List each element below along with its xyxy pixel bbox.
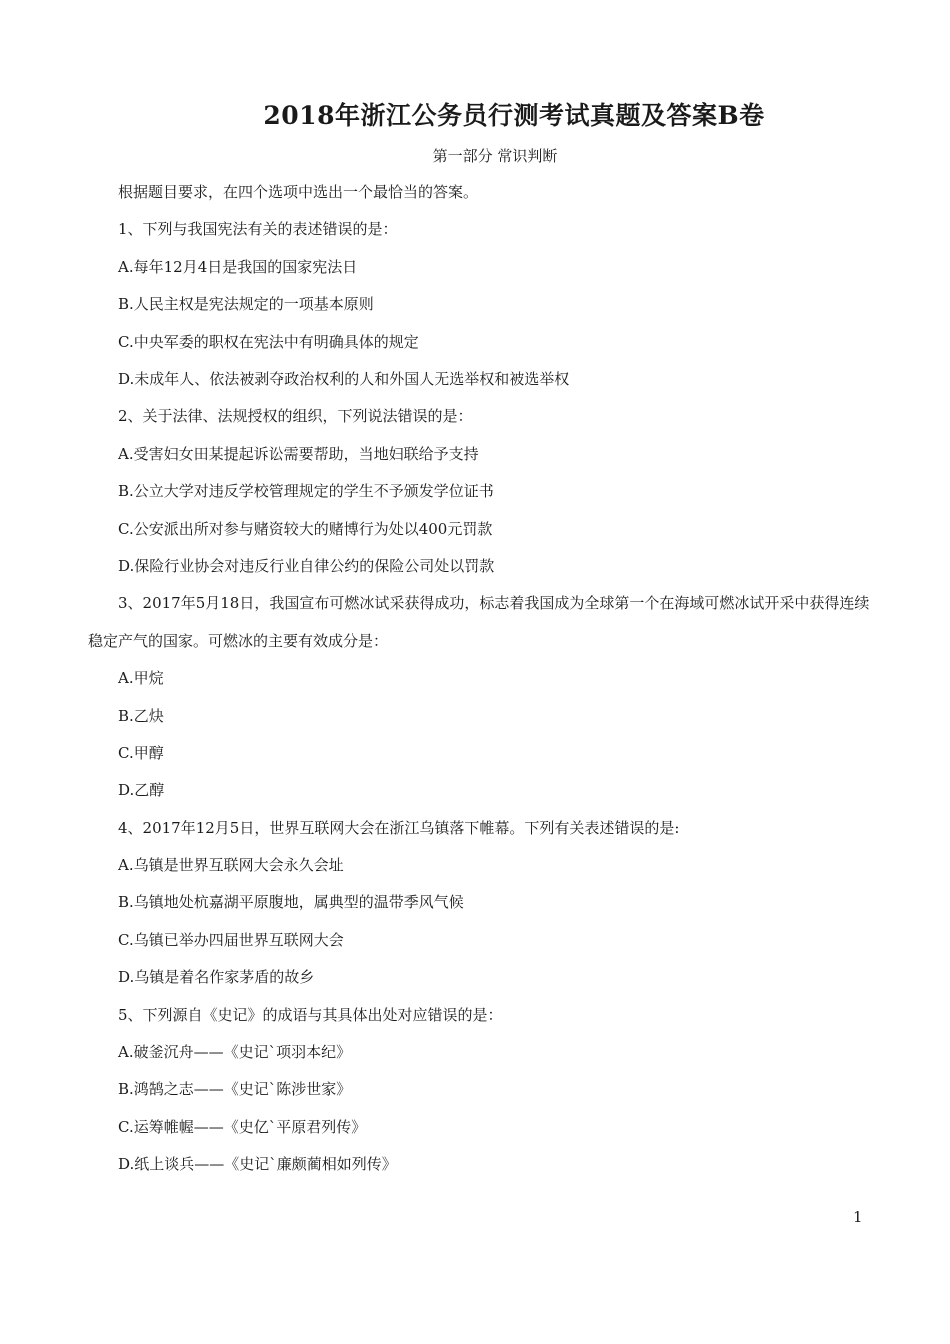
question-3-option-b: B.乙炔 <box>118 706 164 725</box>
question-5-option-b: B.鸿鹄之志——《史记`陈涉世家》 <box>118 1080 352 1099</box>
question-4-stem: 4、2017年12月5日，世界互联网大会在浙江乌镇落下帷幕。下列有关表述错误的是: <box>118 818 680 837</box>
question-1-option-d: D.未成年人、依法被剥夺政治权利的人和外国人无选举权和被选举权 <box>118 369 570 388</box>
question-5-option-d: D.纸上谈兵——《史记`廉颇蔺相如列传》 <box>118 1155 397 1174</box>
question-4-option-d: D.乌镇是着名作家茅盾的故乡 <box>118 968 315 987</box>
question-1-option-c: C.中央军委的职权在宪法中有明确具体的规定 <box>118 332 419 351</box>
instruction-text: 根据题目要求，在四个选项中选出一个最恰当的答案。 <box>118 183 479 201</box>
question-2-option-a: A.受害妇女田某提起诉讼需要帮助，当地妇联给予支持 <box>118 444 479 463</box>
document-body <box>88 181 878 1191</box>
document-title: 2018年浙江公务员行测考试真题及答案B卷 <box>263 101 765 130</box>
question-4-option-a: A.乌镇是世界互联网大会永久会址 <box>118 856 344 875</box>
question-3-option-c: C.甲醇 <box>118 743 164 762</box>
question-2-option-b: B.公立大学对违反学校管理规定的学生不予颁发学位证书 <box>118 482 494 501</box>
question-5-stem: 5、下列源自《史记》的成语与其具体出处对应错误的是： <box>118 1005 503 1024</box>
question-5-option-c: C.运筹帷幄——《史亿`平原君列传》 <box>118 1117 367 1136</box>
question-1-stem: 1、下列与我国宪法有关的表述错误的是： <box>118 220 398 239</box>
question-1-option-a: A.每年12月4日是我国的国家宪法日 <box>118 257 358 276</box>
question-5-option-a: A.破釜沉舟——《史记`项羽本纪》 <box>118 1043 352 1062</box>
question-3-stem: 3、2017年5月18日，我国宣布可燃冰试采获得成功，标志着我国成为全球第一个在海域可燃冰试开采中获得连续稳定产气的国家。可燃冰的主要有效成分是： <box>88 594 870 650</box>
question-4-option-c: C.乌镇已举办四届世界互联网大会 <box>118 930 344 949</box>
question-4-option-b: B.乌镇地处杭嘉湖平原腹地，属典型的温带季风气候 <box>118 893 464 912</box>
question-3-option-a: A.甲烷 <box>118 669 164 688</box>
section-heading: 第一部分 常识判断 <box>432 147 558 165</box>
question-2-option-d: D.保险行业协会对违反行业自律公约的保险公司处以罚款 <box>118 556 495 575</box>
page-number: 1 <box>853 1208 863 1226</box>
question-1-option-b: B.人民主权是宪法规定的一项基本原则 <box>118 295 374 314</box>
question-3-option-d: D.乙醇 <box>118 781 165 800</box>
question-2-stem: 2、关于法律、法规授权的组织，下列说法错误的是： <box>118 407 473 426</box>
question-2-option-c: C.公安派出所对参与赌资较大的赌博行为处以400元罚款 <box>118 519 493 538</box>
